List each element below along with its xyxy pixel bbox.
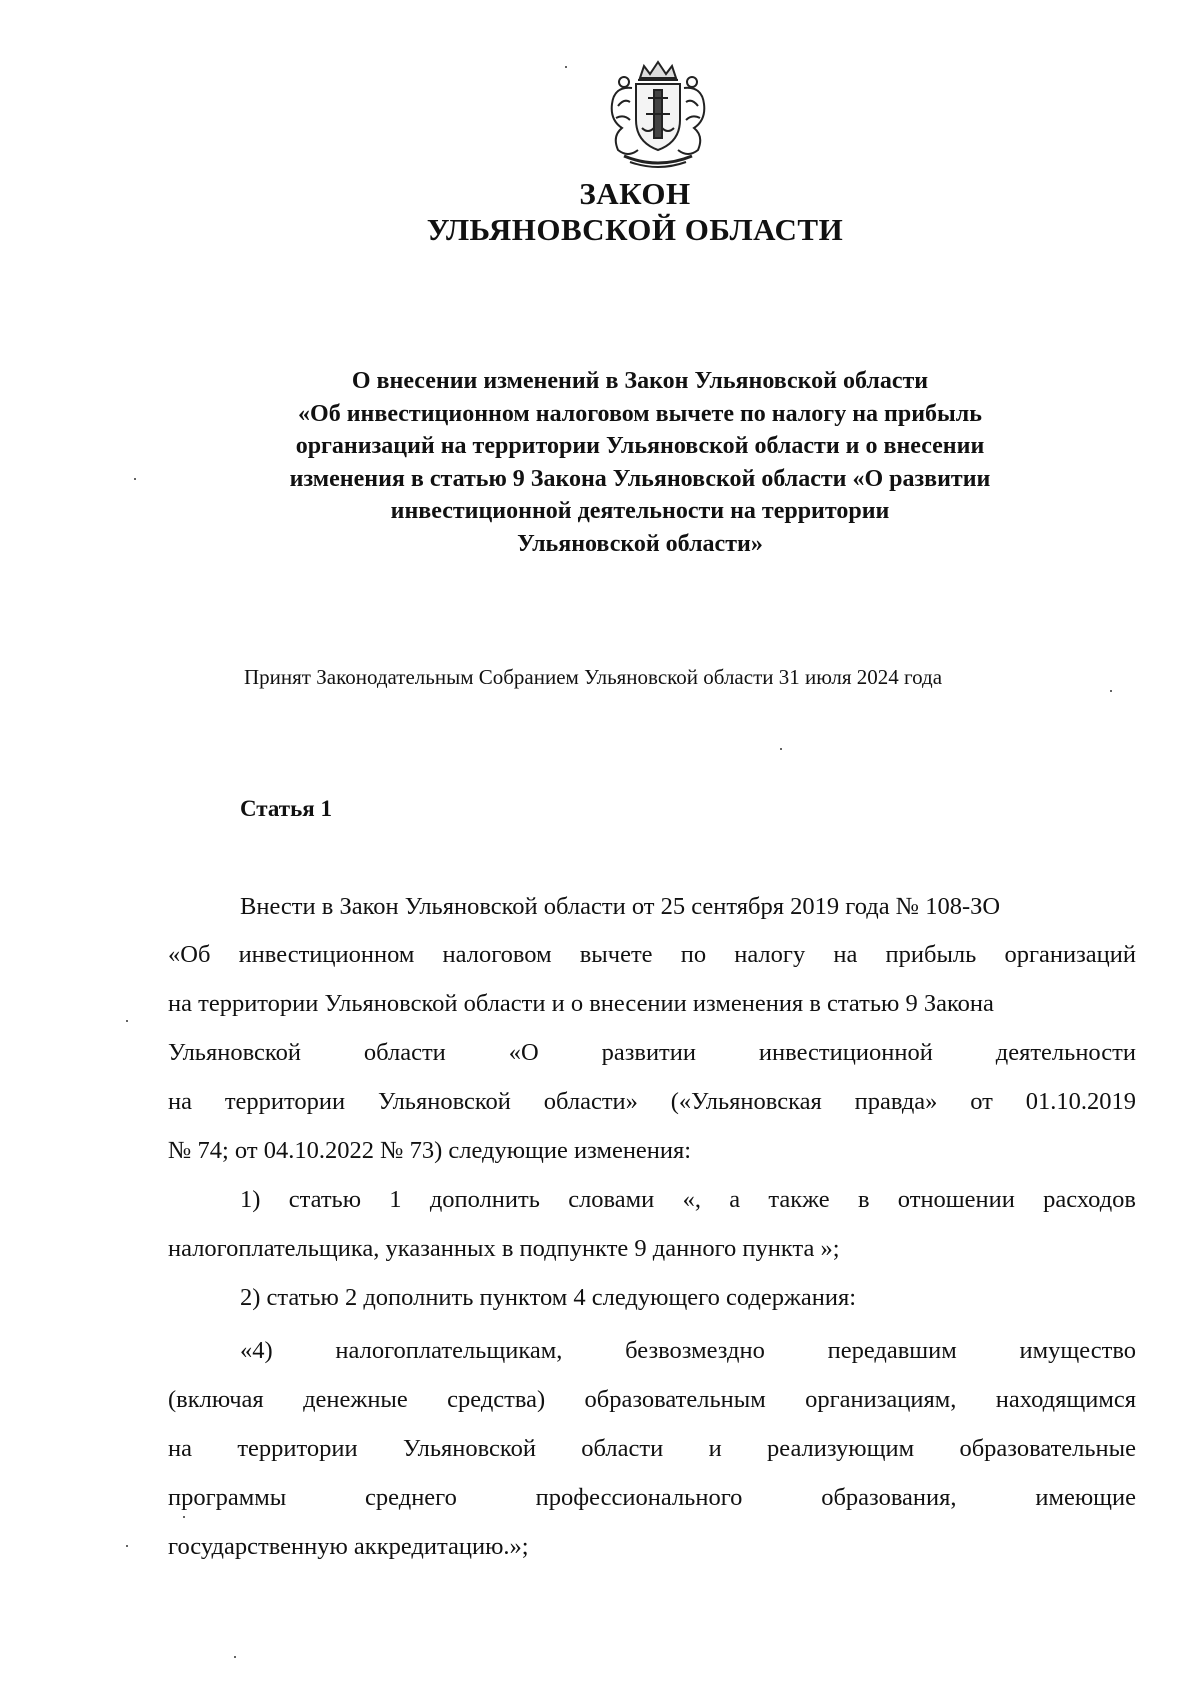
scan-speck	[234, 1656, 236, 1658]
article-line: Внести в Закон Ульяновской области от 25 сентября 2019 года № 108-ЗО	[240, 893, 1001, 920]
article-heading: Статья 1	[240, 796, 332, 821]
title-line: «Об инвестиционном налоговом вычете по налогу на прибыль	[298, 400, 982, 427]
article-line: 2) статью 2 дополнить пунктом 4 следующего содержания:	[240, 1284, 857, 1311]
title-line: изменения в статью 9 Закона Ульяновской области «О развитии	[289, 465, 991, 492]
region-label: УЛЬЯНОВСКОЙ ОБЛАСТИ	[426, 212, 844, 247]
article-line: 1) статью 1 дополнить словами «, а также в отношении расходов	[240, 1186, 1136, 1213]
article-line: программы среднего профессионального образования, имеющие	[168, 1484, 1136, 1511]
article-line: «4) налогоплательщикам, безвозмездно передавшим имущество	[240, 1337, 1136, 1364]
title-line: О внесении изменений в Закон Ульяновской области	[351, 368, 929, 394]
article-line: на территории Ульяновской области» («Ульяновская правда» от 01.10.2019	[168, 1088, 1136, 1115]
title-line: организаций на территории Ульяновской области и о внесении	[295, 433, 985, 459]
coat-of-arms-emblem-icon	[598, 58, 718, 170]
scan-speck	[1110, 690, 1112, 692]
scan-speck	[134, 478, 136, 480]
title-line: Ульяновской области»	[517, 530, 763, 557]
doc-type-label: ЗАКОН	[579, 176, 691, 211]
law-title	[200, 365, 1080, 560]
scan-speck	[565, 66, 567, 68]
scan-speck	[780, 748, 782, 750]
scan-speck	[126, 1545, 128, 1547]
article-line: налогоплательщика, указанных в подпункте 9 данного пункта »;	[168, 1235, 840, 1262]
article-line: на территории Ульяновской области и реализующим образовательные	[168, 1435, 1136, 1462]
document-type-heading	[0, 176, 1200, 248]
article-line: Ульяновской области «О развитии инвестиционной деятельности	[168, 1039, 1136, 1066]
article-line: государственную аккредитацию.»;	[168, 1533, 529, 1560]
article-line: (включая денежные средства) образовательным организациям, находящимся	[168, 1386, 1136, 1413]
article-line: № 74; от 04.10.2022 № 73) следующие изменения:	[168, 1137, 692, 1164]
scan-speck	[183, 1516, 185, 1518]
adoption-note: Принят Законодательным Собранием Ульяновской области 31 июля 2024 года	[244, 665, 943, 689]
article-line: на территории Ульяновской области и о внесении изменения в статью 9 Закона	[168, 990, 994, 1017]
article-line: «Об инвестиционном налоговом вычете по налогу на прибыль организаций	[168, 941, 1136, 968]
title-line: инвестиционной деятельности на территории	[390, 498, 890, 524]
scan-speck	[126, 1020, 128, 1022]
